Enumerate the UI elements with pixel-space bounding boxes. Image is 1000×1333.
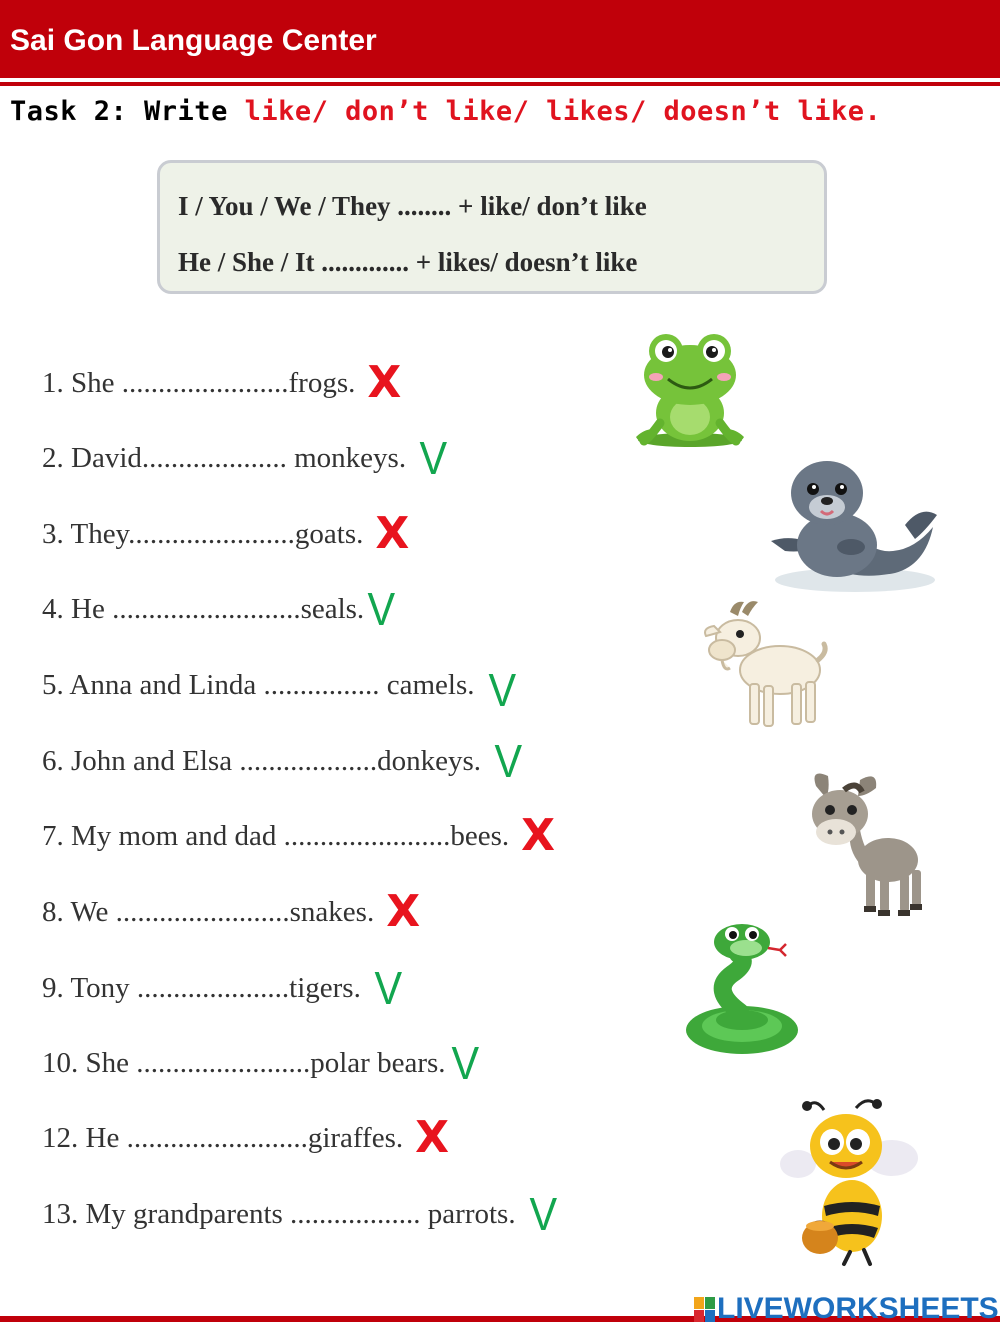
task-label: Task 2: Write (10, 96, 245, 127)
snake-illustration (680, 920, 805, 1060)
grammar-rule-box (157, 160, 827, 294)
liveworksheets-brand (694, 1292, 999, 1326)
rule-line-plural: I / You / We / They ........ + like/ don’t like (178, 191, 647, 221)
cross-mark: X (386, 886, 421, 937)
donkey-illustration (800, 770, 930, 920)
sentence-text: 3. They.......................goats. (42, 517, 364, 550)
sentence-text: 7. My mom and dad .......................bees. (42, 819, 510, 852)
header-bar (0, 0, 1000, 78)
exercise-sentence (42, 1112, 450, 1163)
exercise-sentence (42, 583, 397, 635)
exercise-sentence (42, 962, 404, 1014)
sentence-text: 4. He ..........................seals. (42, 592, 365, 625)
frog-illustration (630, 325, 750, 450)
check-mark: V (494, 735, 523, 787)
check-mark: V (488, 664, 516, 716)
exercise-sentence (42, 508, 410, 559)
exercise-sentence (42, 1188, 558, 1240)
check-mark: V (529, 1188, 557, 1240)
sentence-text: 8. We ........................snakes. (42, 895, 375, 928)
sentence-text: 10. She ........................polar bears. (42, 1046, 446, 1079)
check-mark: V (374, 962, 403, 1014)
cross-mark: X (367, 357, 402, 408)
exercise-sentence (42, 810, 556, 861)
sentence-text: 2. David.................... monkeys. (42, 441, 407, 474)
header-divider (0, 82, 1000, 86)
sentence-text: 13. My grandparents .................. parrots. (42, 1197, 516, 1230)
task-highlight: like/ don’t like/ likes/ doesn’t like. (244, 96, 882, 127)
bee-illustration (780, 1098, 920, 1268)
liveworksheets-logo-icon (694, 1297, 714, 1321)
rule-line-singular: He / She / It ............. + likes/ doesn’t like (178, 247, 638, 277)
cross-mark: X (415, 1112, 450, 1163)
task-instruction (10, 96, 881, 127)
check-mark: V (451, 1037, 479, 1089)
seal-illustration (765, 455, 940, 595)
sentence-text: 9. Tony .....................tigers. (42, 971, 361, 1004)
exercise-sentence (42, 357, 402, 408)
exercise-sentence (42, 735, 524, 787)
exercise-sentence (42, 662, 517, 716)
header-title: Sai Gon Language Center (10, 24, 377, 57)
exercise-sentence (42, 1037, 480, 1089)
check-mark: V (367, 583, 396, 635)
brand-name: LIVEWORKSHEETS (717, 1292, 999, 1325)
cross-mark: X (375, 508, 410, 559)
cross-mark: X (521, 810, 556, 861)
sentence-text: 1. She .......................frogs. (42, 366, 356, 399)
sentence-text: 12. He .........................giraffes. (42, 1121, 404, 1154)
sentence-text: 6. John and Elsa ...................donkeys. (42, 744, 481, 777)
exercise-sentence (42, 432, 449, 484)
sentence-text: 5. Anna and Linda ................ camels. (42, 668, 475, 701)
check-mark: V (419, 432, 448, 484)
exercise-sentence (42, 886, 421, 937)
goat-illustration (700, 598, 830, 738)
